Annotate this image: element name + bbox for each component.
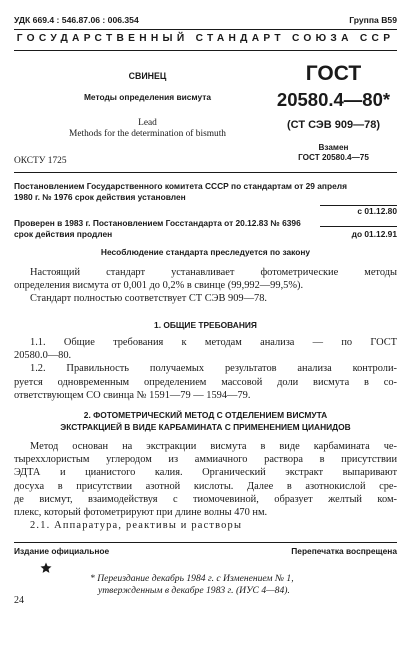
reprint-note-line-1: * Переиздание декабрь 1984 г. с Изменением № 1, <box>90 573 294 584</box>
s1-line-5: ответствующем СО свинца № 1591—79 — 1594—79. <box>14 389 251 401</box>
replaces-label: Взамен <box>318 143 349 152</box>
warning-text: Несоблюдение стандарта преследуется по закону <box>100 247 311 257</box>
footer-rule <box>14 542 397 543</box>
header-rule-bottom <box>14 50 397 51</box>
title-rule <box>14 172 397 173</box>
s2-line-7: 2.1. Аппаратура, реактивы и растворы <box>30 520 243 532</box>
date2-rule <box>320 226 397 227</box>
decree-date-1: с 01.12.80 <box>357 206 397 216</box>
section-1-body <box>14 336 397 402</box>
standard-banner: ГОСУДАРСТВЕННЫЙ СТАНДАРТ СОЮЗА ССР <box>16 33 395 44</box>
s2-line-6: плекс, который фотометрируют при длине волны 470 нм. <box>14 507 268 519</box>
decree-line-1: Постановлением Государственного комитета СССР по стандартам от 29 апреля <box>14 181 347 191</box>
replaces-value: ГОСТ 20580.4—75 <box>298 153 369 162</box>
group-code: Группа В59 <box>349 15 397 25</box>
reprint-note-line-2: утвержденным в декабре 1983 г. (ИУС 4—84). <box>98 585 290 596</box>
section-2-heading-line-2: ЭКСТРАКЦИЕЙ В ВИДЕ КАРБАМИНАТА С ПРИМЕНЕНИЕМ ЦИАНИДОВ <box>60 422 351 432</box>
s1-line-1: 1.1. Общие требования к методам анализа — по ГОСТ <box>30 337 397 348</box>
st-sev-reference: (СТ СЭВ 909—78) <box>287 119 380 131</box>
title-ru-sub: Методы определения висмута <box>83 92 212 102</box>
section-1-heading: 1. ОБЩИЕ ТРЕБОВАНИЯ <box>154 320 257 330</box>
gost-label: ГОСТ <box>305 62 362 85</box>
s2-line-4: досуха в присутствии азотной кислоты. Далее в азотнокислой сре- <box>14 480 397 492</box>
intro-line-3: Стандарт полностью соответствует СТ СЭВ 909—78. <box>30 293 268 305</box>
title-ru-main: СВИНЕЦ <box>128 71 167 81</box>
decree-date-2: до 01.12.91 <box>351 229 397 239</box>
s2-line-3: ЭДТА и цианистого калия. Органический экстракт выпаривают <box>14 467 397 479</box>
s2-line-1: Метод основан на экстракции висмута в виде карбамината че- <box>30 441 397 452</box>
s1-line-2: 20580.0—80. <box>14 350 72 362</box>
star-icon <box>40 561 52 579</box>
decree-line-4: срок действия продлен <box>14 229 113 239</box>
s1-line-4: руется одновременным определением массовой доли висмута в со- <box>14 376 397 388</box>
intro-line-2: определения висмута от 0,001 до 0,2% в свинце (99,992—99,5%). <box>14 280 304 292</box>
section-2-heading-line-1: 2. ФОТОМЕТРИЧЕСКИЙ МЕТОД С ОТДЕЛЕНИЕМ ВИСМУТА <box>83 410 328 420</box>
section-2-body <box>14 440 397 532</box>
s1-line-3: 1.2. Правильность получаемых результатов анализа контроли- <box>30 363 397 375</box>
title-en-main: Lead <box>138 118 157 128</box>
okstu-code: ОКСТУ 1725 <box>14 156 67 166</box>
udk-code: УДК 669.4 : 546.87.06 : 006.354 <box>14 15 139 25</box>
s2-line-2: тыреххлористым углеродом из аммиачного раствора в присутствии <box>14 454 397 466</box>
header-rule-top <box>14 29 397 30</box>
page-number: 24 <box>14 595 24 606</box>
official-edition-label: Издание официальное <box>14 546 110 556</box>
gost-number: 20580.4—80* <box>276 89 391 110</box>
decree-line-2: 1980 г. № 1976 срок действия установлен <box>14 192 186 202</box>
intro-line-1: Настоящий стандарт устанавливает фотометрические методы <box>30 267 397 278</box>
intro-paragraph <box>14 266 397 306</box>
reprint-banned-label: Перепечатка воспрещена <box>291 546 397 556</box>
title-en-sub: Methods for the determination of bismuth <box>68 129 226 139</box>
decree-line-3: Проверен в 1983 г. Постановлением Госстандарта от 20.12.83 № 6396 <box>14 218 301 228</box>
s2-line-5: де висмут, взаимодействуя с тиомочевиной, образует желтый ком- <box>14 493 397 505</box>
